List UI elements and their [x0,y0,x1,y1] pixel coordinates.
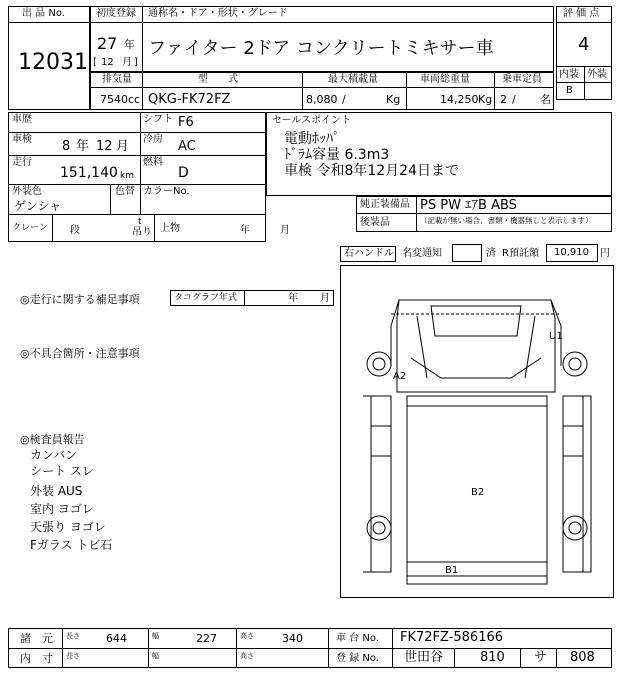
steering-value: 右ハンドル [344,248,394,259]
sales-line-2: ﾄﾞﾗﾑ容量 6.3m3 [284,147,390,163]
displacement-unit: cc [128,93,141,106]
sales-label: セールスポイント [272,115,352,126]
capacity-unit: 名 [540,93,551,106]
defects-label: ◎不具合箇所・注意事項 [20,347,140,360]
reg-number: 808 [570,650,595,665]
inspection-month: 12 [96,139,113,154]
displacement-label: 排気量 [102,74,132,85]
capacity-value: 2 [500,93,507,106]
crane-ton: t [138,217,142,227]
name-change-label: 名変通知 [402,248,442,259]
aircon-label: 冷房 [143,134,163,145]
recycle-fee-label: R預託額 [502,248,539,259]
interior-label: 内装 [559,69,579,80]
gross-weight-value: 14,250 [440,93,479,106]
max-load-value: 8,080 [306,93,338,106]
inspection-month-unit: 月 [116,139,130,154]
aftermarket-note: （記載が無い場合、書類・機器無しと表示します） [420,216,593,225]
aftermarket-label: 後装品 [360,217,390,228]
fuel-value: D [178,165,189,181]
top-month: 月 [280,225,290,236]
name-label: 通称名・ドア・形状・グレード [148,8,288,19]
inner-length-label: 長さ [66,652,80,660]
inspector-line-3: 外装 AUS [30,484,83,498]
crane-hang: 吊り [132,227,152,238]
first-reg-month: 12 [101,57,114,68]
top-label: 上物 [160,223,180,234]
exterior-label: 外装 [587,69,607,80]
mileage-label: 走行 [12,157,32,168]
lot-number: 12031 [18,50,88,75]
displacement-value: 7540 [100,93,128,106]
car-name: ファイター 2ドア コンクリートミキサー車 [148,38,494,59]
length-value: 644 [106,632,127,645]
first-reg-label: 初度登録 [96,8,136,19]
first-reg-year: 27 [97,34,118,53]
top-year: 年 [240,225,250,236]
max-load-slash: / [342,93,346,106]
fuel-label: 燃料 [143,157,163,168]
name-change-box [452,244,482,262]
reg-label: 登 録 No. [336,653,379,664]
inner-width-label: 幅 [152,652,159,660]
color-no-label: カラーNo. [143,186,190,197]
height-label: 高さ [240,632,254,640]
inspector-label: ◎検査員報告 [20,433,85,446]
recycle-fee-value: 10,910 [554,247,589,258]
driving-notes-label: ◎走行に関する補足事項 [20,293,140,306]
inspection-label: 車検 [12,134,32,145]
rating-label: 評 価 点 [563,8,600,19]
inspection-year-unit: 年 [76,139,90,154]
tacho-year: 年 [288,293,298,304]
inspection-year: 8 [62,139,71,154]
capacity-label: 乗車定員 [502,74,542,85]
reg-area: 世田谷 [404,650,444,665]
equipment-label: 純正装備品 [360,199,410,210]
damage-diagram [340,265,614,598]
inner-height-label: 高さ [240,652,254,660]
first-reg-month-open: [ [93,57,97,68]
mark-b2: B2 [471,487,485,498]
model-label: 型 式 [198,74,238,85]
inner-dims-label: 内 寸 [20,652,53,665]
inspector-line-1: カンバン [30,448,78,462]
first-reg-month-close: ] [134,57,138,68]
mark-b1: B1 [445,565,459,576]
reg-kana: サ [534,650,548,665]
lot-label: 出 品 No. [22,8,65,19]
first-reg-month-unit: 月 [122,57,132,68]
interior-rating: B [566,85,573,96]
ext-color-label: 外装色 [12,186,42,197]
sales-line-1: 電動ﾎｯﾊﾟ [284,131,340,147]
tacho-month: 月 [320,293,330,304]
gross-weight-label: 車両総重量 [420,74,470,85]
capacity-slash: / [512,93,516,106]
history-label: 車歴 [12,114,32,125]
inspector-line-2: シート スレ [30,464,94,478]
mileage-value: 151,140 [60,165,118,181]
reg-class: 810 [480,650,505,665]
recycle-done: 済 [486,248,496,259]
inspector-line-5: 天張り ヨゴレ [30,520,106,534]
mileage-unit: km [120,171,134,181]
length-label: 長さ [66,632,80,640]
recycle-unit: 円 [600,248,610,259]
chassis-label: 車 台 No. [336,633,379,644]
truck-outline [341,266,613,597]
dims-label: 諸 元 [20,632,53,645]
equipment-value: PS PW ｴｱB ABS [420,198,517,213]
max-load-unit: Kg [386,93,401,106]
max-load-label: 最大積載量 [328,74,378,85]
shift-value: F6 [178,115,194,130]
shift-label: シフト [143,114,173,125]
crane-label: クレーン [12,223,48,233]
inspector-line-6: Fガラス トビ石 [30,538,113,552]
first-reg-year-unit: 年 [124,38,135,51]
width-label: 幅 [152,632,159,640]
rating-value: 4 [578,34,590,55]
width-value: 227 [196,632,217,645]
inspector-line-4: 室内 ヨゴレ [30,502,94,516]
sales-line-3: 車検 令和8年12月24日まで [284,163,459,179]
color-change-label: 色替 [115,186,135,197]
crane-steps: 段 [70,225,80,236]
gross-weight-unit: Kg [478,93,493,106]
ext-color-value: ゲンシャ [14,199,62,213]
model-value: QKG-FK72FZ [148,92,231,107]
mark-a2: A2 [393,371,407,382]
height-value: 340 [282,632,303,645]
mark-u1: U1 [549,331,563,342]
tacho-label: タコグラフ年式 [174,293,238,303]
chassis-value: FK72FZ-586166 [400,630,504,645]
aircon-value: AC [178,139,196,154]
